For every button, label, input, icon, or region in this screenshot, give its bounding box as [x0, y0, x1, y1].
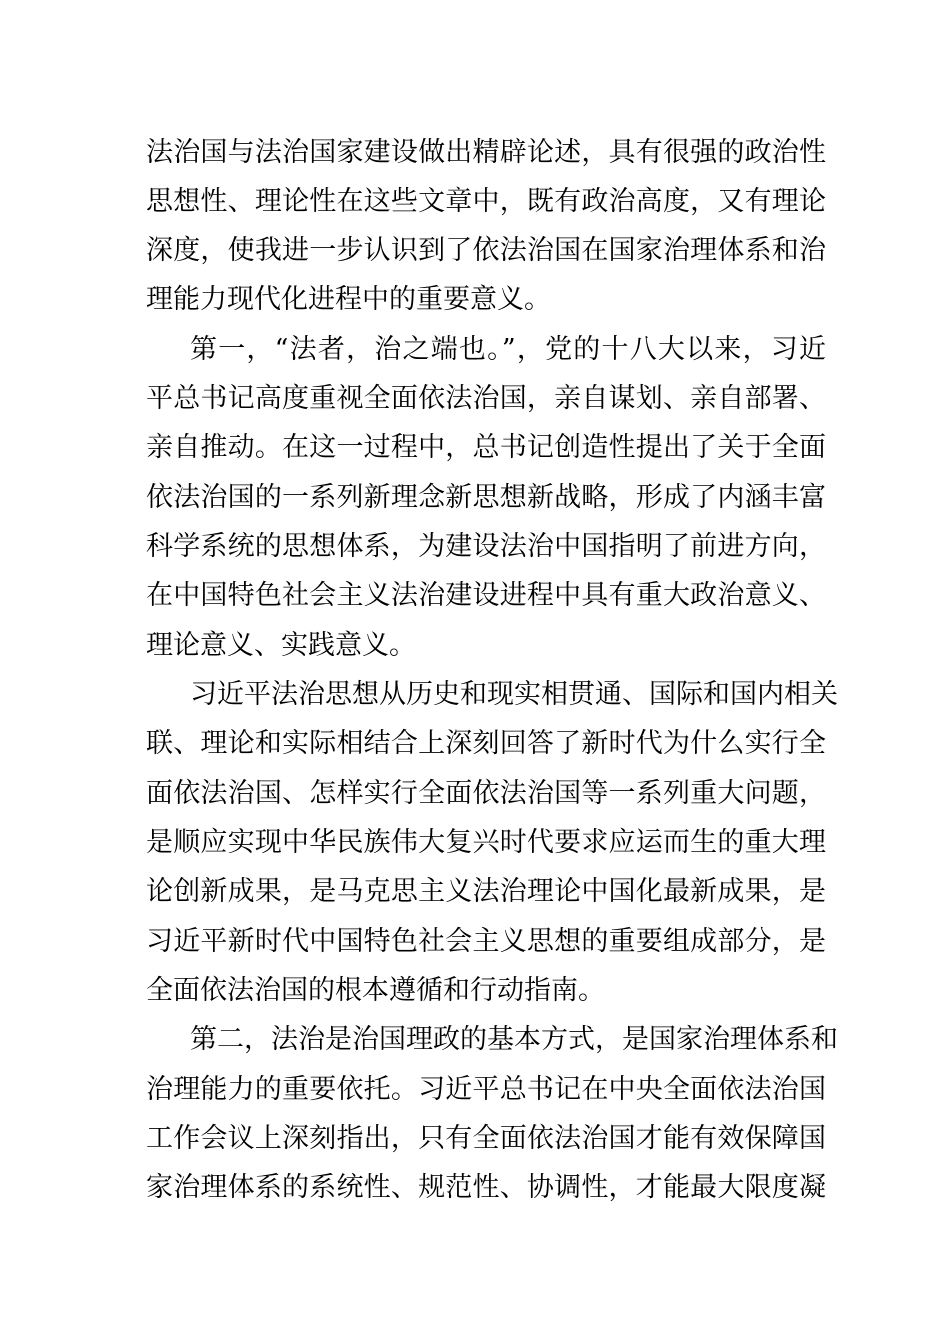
text-line: 科学系统的思想体系，为建设法治中国指明了前进方向，	[146, 531, 826, 562]
text-line: 面依法治国、怎样实行全面依法治国等一系列重大问题，	[146, 778, 826, 809]
text-line: 是顺应实现中华民族伟大复兴时代要求应运而生的重大理	[146, 827, 826, 858]
text-line: 深度，使我进一步认识到了依法治国在国家治理体系和治	[146, 235, 826, 266]
text-line: 亲自推动。在这一过程中，总书记创造性提出了关于全面	[146, 432, 826, 463]
paragraph-first-line: 第一，“法者，治之端也。”，党的十八大以来，习近	[190, 334, 826, 365]
text-line: 法治国与法治国家建设做出精辟论述，具有很强的政治性	[146, 137, 826, 168]
text-line: 工作会议上深刻指出，只有全面依法治国才能有效保障国	[146, 1123, 826, 1154]
paragraph-first-line: 习近平法治思想从历史和现实相贯通、国际和国内相关	[190, 679, 838, 710]
text-line: 论创新成果，是马克思主义法治理论中国化最新成果，是	[146, 876, 826, 907]
text-line: 在中国特色社会主义法治建设进程中具有重大政治意义、	[146, 580, 826, 611]
text-line: 平总书记高度重视全面依法治国，亲自谋划、亲自部署、	[146, 383, 826, 414]
text-line: 理论意义、实践意义。	[146, 630, 416, 661]
text-line: 依法治国的一系列新理念新思想新战略，形成了内涵丰富	[146, 482, 826, 513]
paragraph-first-line: 第二，法治是治国理政的基本方式，是国家治理体系和	[190, 1024, 838, 1055]
text-line: 联、理论和实际相结合上深刻回答了新时代为什么实行全	[146, 728, 826, 759]
text-line: 思想性、理论性在这些文章中，既有政治高度，又有理论	[146, 186, 826, 217]
text-line: 习近平新时代中国特色社会主义思想的重要组成部分，是	[146, 926, 826, 957]
text-line: 家治理体系的系统性、规范性、协调性，才能最大限度凝	[146, 1172, 826, 1203]
text-line: 治理能力的重要依托。习近平总书记在中央全面依法治国	[146, 1074, 826, 1105]
text-line: 理能力现代化进程中的重要意义。	[146, 284, 551, 315]
text-line: 全面依法治国的根本遵循和行动指南。	[146, 975, 605, 1006]
